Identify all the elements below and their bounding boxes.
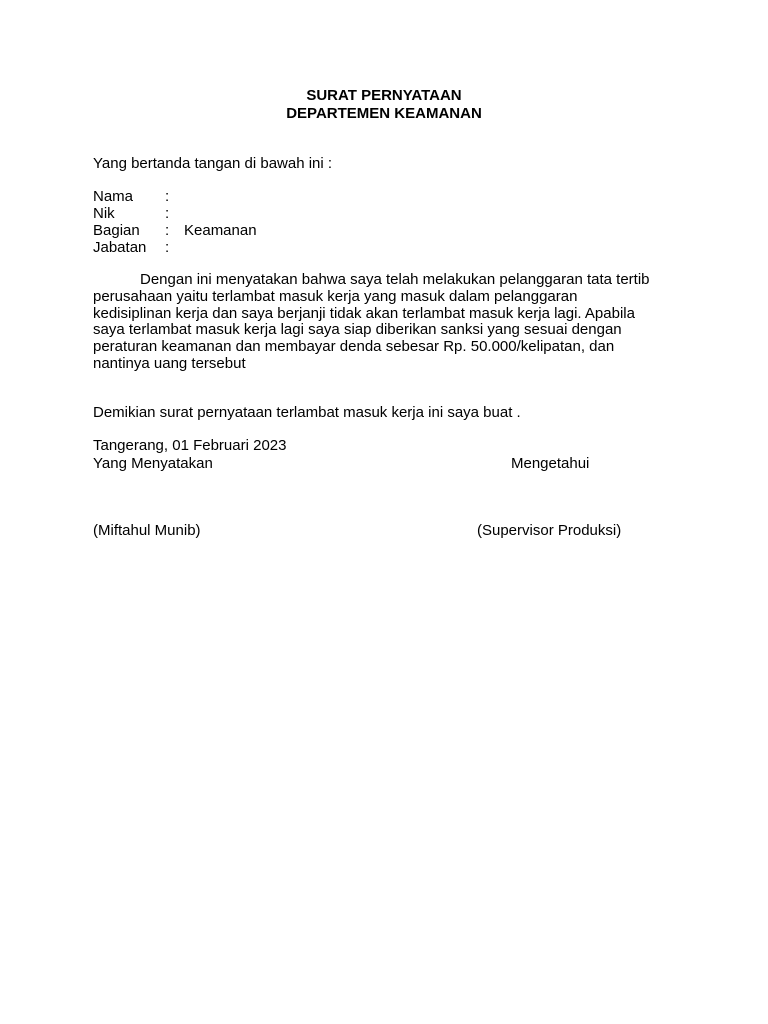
field-colon-nik: :	[165, 205, 170, 222]
field-label-nik: Nik	[93, 205, 115, 222]
paragraph-line: peraturan keamanan dan membayar denda sebesar Rp. 50.000/kelipatan, dan	[93, 338, 615, 356]
statement-paragraph	[93, 272, 683, 373]
field-colon-nama: :	[165, 188, 170, 205]
right-signer-name: (Supervisor Produksi)	[477, 522, 622, 539]
field-colon-bagian: :	[165, 222, 170, 239]
field-colon-jabatan: :	[165, 239, 170, 256]
paragraph-line: nantinya uang tersebut	[93, 354, 246, 372]
document-title: SURAT PERNYATAAN	[306, 87, 462, 104]
right-signer-role: Mengetahui	[511, 455, 590, 472]
field-label-bagian: Bagian	[93, 222, 140, 239]
place-date: Tangerang, 01 Februari 2023	[93, 437, 287, 454]
closing-text: Demikian surat pernyataan terlambat masuk kerja ini saya buat .	[93, 404, 521, 421]
paragraph-line: saya terlambat masuk kerja lagi saya siap diberikan sanksi yang sesuai dengan	[93, 321, 622, 339]
document-subtitle: DEPARTEMEN KEAMANAN	[286, 105, 482, 122]
field-value-bagian: Keamanan	[184, 222, 257, 239]
left-signer-role: Yang Menyatakan	[93, 455, 213, 472]
intro-text: Yang bertanda tangan di bawah ini :	[93, 155, 333, 172]
field-label-nama: Nama	[93, 188, 134, 205]
paragraph-line: Dengan ini menyatakan bahwa saya telah melakukan pelanggaran tata tertib	[140, 271, 650, 288]
field-label-jabatan: Jabatan	[93, 239, 147, 256]
paragraph-line: kedisiplinan kerja dan saya berjanji tidak akan terlambat masuk kerja lagi. Apabila	[93, 304, 635, 322]
left-signer-name: (Miftahul Munib)	[93, 522, 201, 539]
paragraph-line: perusahaan yaitu terlambat masuk kerja yang masuk dalam pelanggaran	[93, 287, 578, 305]
